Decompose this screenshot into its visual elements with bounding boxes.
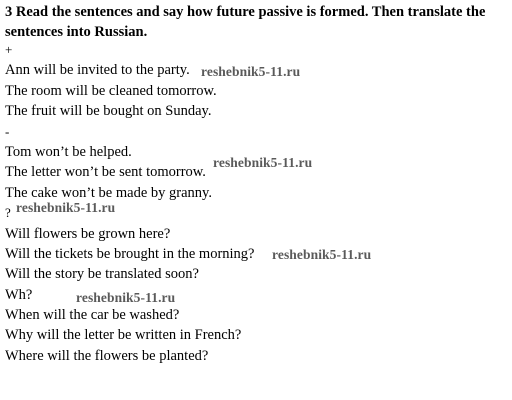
positive-sentence-3: The fruit will be bought on Sunday.	[5, 103, 212, 120]
negative-sentence-2: The letter won’t be sent tomorrow.	[5, 164, 206, 181]
watermark-3: reshebnik5-11.ru	[16, 200, 116, 215]
positive-sentence-2: The room will be cleaned tomorrow.	[5, 82, 217, 99]
question-sign: ?	[5, 205, 11, 221]
wh-question-3: Where will the flowers be planted?	[5, 347, 209, 364]
question-sentence-3: Will the story be translated soon?	[5, 266, 199, 283]
watermark-1: reshebnik5-11.ru	[201, 64, 301, 79]
positive-sign: +	[5, 42, 13, 57]
wh-sign: Wh?	[5, 286, 33, 303]
negative-sign: -	[5, 123, 10, 139]
wh-question-2: Why will the letter be written in French?	[5, 327, 242, 344]
negative-sentence-1: Tom won’t be helped.	[5, 143, 132, 160]
positive-sentence-1: Ann will be invited to the party.	[5, 62, 190, 79]
task-heading: 3 Read the sentences and say how future passive is formed. Then translate the sentences into Russian.	[5, 4, 486, 40]
negative-sentence-3: The cake won’t be made by granny.	[5, 184, 212, 201]
watermark-2: reshebnik5-11.ru	[213, 155, 313, 170]
question-sentence-2: Will the tickets be brought in the morning?	[5, 245, 255, 262]
watermark-4: reshebnik5-11.ru	[272, 247, 372, 262]
question-sentence-1: Will flowers be grown here?	[5, 225, 171, 242]
wh-question-1: When will the car be washed?	[5, 307, 180, 324]
watermark-5: reshebnik5-11.ru	[76, 290, 176, 305]
